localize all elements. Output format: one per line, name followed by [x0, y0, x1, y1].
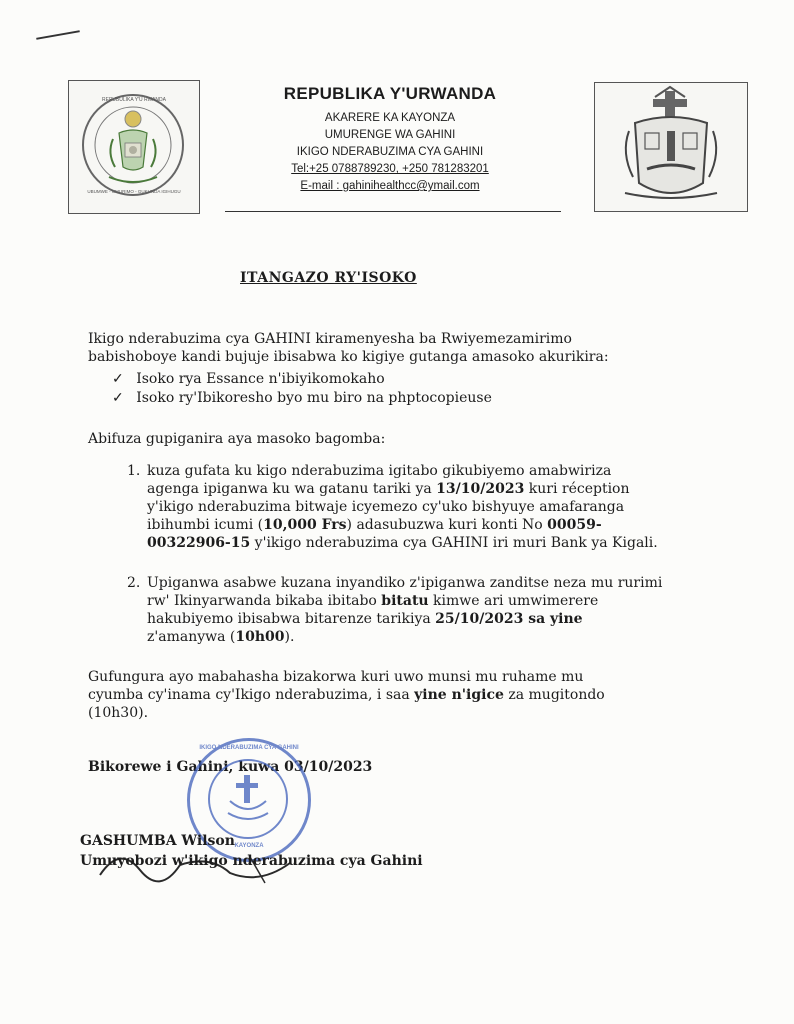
req2-line: rw' Ikinyarwanda bikaba ibitabo bitatu kimwe ari umwimerere	[147, 593, 599, 609]
list-item-label: Isoko ry'Ibikoresho byo mu biro na phptocopieuse	[136, 390, 492, 406]
stamp-top-text: IKIGO NDERABUZIMA CYA GAHINI	[199, 745, 299, 751]
copies-count: bitatu	[381, 593, 429, 609]
list-item	[112, 370, 385, 388]
req2-line: Upiganwa asabwe kuzana inyandiko z'ipiganwa zanditse neza mu rurimi	[147, 575, 663, 591]
pen-mark	[36, 30, 80, 40]
signatory-role: Umuyobozi w'ikigo nderabuzima cya Gahini	[80, 853, 423, 869]
checkmark-icon: ✓	[112, 371, 124, 387]
account-number: 00059-	[547, 517, 602, 533]
signatory-name: GASHUMBA Wilson	[80, 833, 235, 849]
req2-line: hakubiyemo ibisabwa bitarenze tarikiya 25/10/2023 sa yine	[147, 611, 583, 627]
closing-line: cyumba cy'inama cy'Ikigo nderabuzima, i saa yine n'igice za mugitondo	[88, 687, 605, 703]
left-logo-box	[68, 80, 200, 214]
req1-line: y'ikigo nderabuzima bitwaje icyemezo cy'uko bishyuye amafaranga	[147, 499, 625, 515]
req2-line: z'amanywa (10h00).	[147, 629, 295, 645]
req1-line: agenga ipiganwa ku wa gatanu tariki ya 13/10/2023 kuri réception	[147, 481, 630, 497]
req1-line: ibihumbi icumi (10,000 Frs) adasubuzwa kuri konti No 00059-	[147, 517, 602, 533]
phone-line: Tel:+25 0788789230, +250 781283201	[291, 163, 489, 175]
seal-motto-text: UBUMWE - UMURIMO - GUKUNDA IGIHUGU	[87, 189, 181, 194]
submission-time: 10h00	[235, 629, 285, 645]
institution-line: IKIGO NDERABUZIMA CYA GAHINI	[296, 146, 484, 158]
republic-title: REPUBLIKA Y'URWANDA	[283, 84, 497, 103]
closing-line: Gufungura ayo mabahasha bizakorwa kuri uwo munsi mu ruhame mu	[88, 669, 584, 685]
list-item-label: Isoko rya Essance n'ibiyikomokaho	[136, 371, 385, 387]
stamp-emblem-icon	[210, 761, 286, 837]
requirements-intro: Abifuza gupiganira aya masoko bagomba:	[88, 431, 386, 447]
email-line: E-mail : gahinihealthcc@ymail.com	[300, 180, 480, 192]
closing-block	[88, 668, 748, 722]
req1-number: 1.	[127, 463, 141, 479]
sector-line: UMURENGE WA GAHINI	[324, 129, 456, 141]
fee-amount: 10,000 Frs	[263, 517, 347, 533]
church-emblem-icon	[595, 83, 747, 211]
header-divider	[225, 211, 561, 212]
district-line: AKARERE KA KAYONZA	[324, 112, 456, 124]
list-item	[112, 389, 492, 407]
document-title: ITANGAZO RY'ISOKO	[240, 270, 417, 286]
date-line: Bikorewe i Gahini, kuwa 03/10/2023	[88, 759, 373, 775]
account-number: 00322906-15	[147, 535, 251, 551]
req2-block	[147, 574, 747, 646]
right-logo-box	[594, 82, 748, 212]
submission-deadline: 25/10/2023 sa yine	[435, 611, 583, 627]
intro-line-1: Ikigo nderabuzima cya GAHINI kiramenyesha ba Rwiyemezamirimo	[88, 331, 572, 347]
checkmark-icon: ✓	[112, 390, 124, 406]
intro-line-2: babishoboye kandi bujuje ibisabwa ko kigiye gutanga amasoko akurikira:	[88, 349, 609, 365]
deadline-date: 13/10/2023	[436, 481, 525, 497]
stamp-bottom-text: KAYONZA	[234, 843, 264, 849]
opening-time-words: yine n'igice	[414, 687, 504, 703]
seal-top-text: REPUBULIKA Y'U RWANDA	[102, 97, 166, 103]
stamp-inner-ring	[208, 759, 288, 839]
closing-line: (10h30).	[88, 705, 149, 721]
req1-line: 00322906-15 y'ikigo nderabuzima cya GAHINI iri muri Bank ya Kigali.	[147, 535, 658, 551]
req1-block	[147, 462, 747, 552]
req1-line: kuza gufata ku kigo nderabuzima igitabo gikubiyemo amabwiriza	[147, 463, 612, 479]
letterhead	[230, 84, 550, 195]
req2-number: 2.	[127, 575, 141, 591]
